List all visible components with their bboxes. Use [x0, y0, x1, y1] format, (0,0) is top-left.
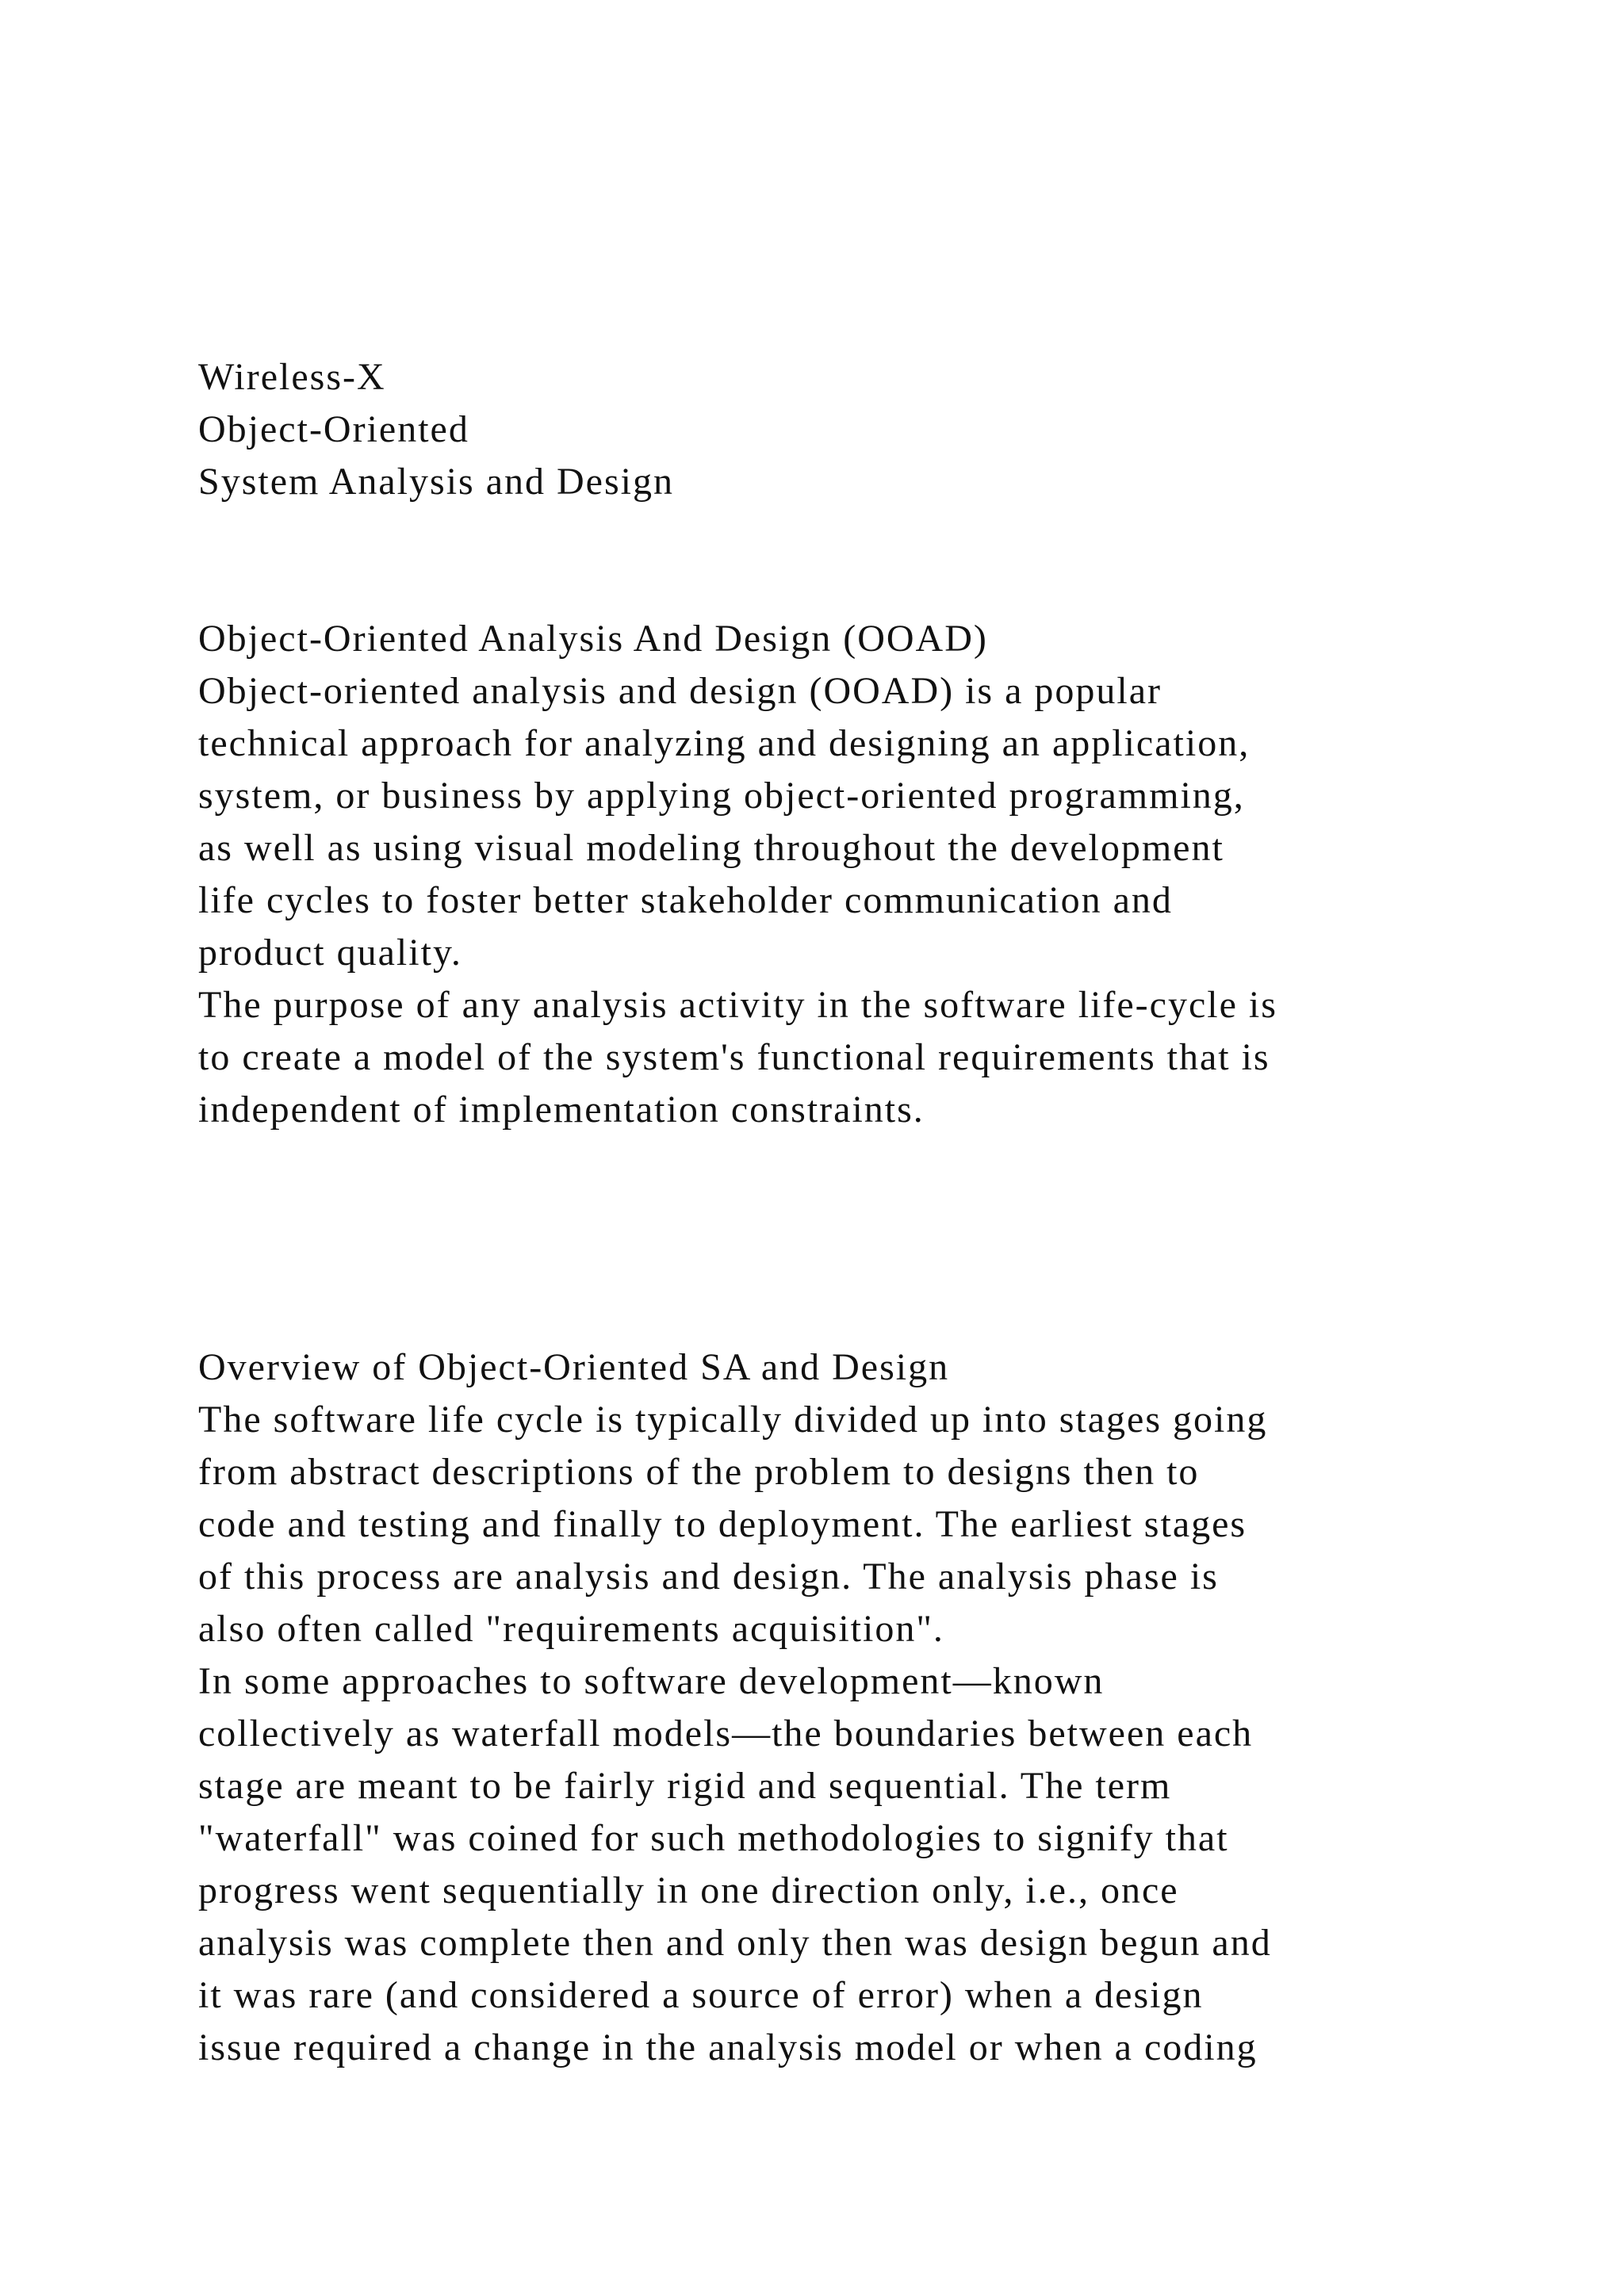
title-line-subject: Object-Oriented [198, 408, 469, 450]
ooad-paragraph1-line: life cycles to foster better stakeholder communication and [198, 879, 1173, 921]
overview-paragraph2-line: analysis was complete then and only then was design begun and [198, 1922, 1272, 1964]
ooad-paragraph1-line: system, or business by applying object-oriented programming, [198, 775, 1245, 817]
ooad-heading: Object-Oriented Analysis And Design (OOAD) [198, 618, 988, 660]
ooad-paragraph1-line: technical approach for analyzing and designing an application, [198, 722, 1251, 764]
ooad-section [198, 613, 1546, 1136]
overview-section [198, 1341, 1546, 2074]
ooad-paragraph1-line: Object-oriented analysis and design (OOAD) is a popular [198, 670, 1162, 712]
overview-paragraph2-line: In some approaches to software development—known [198, 1660, 1105, 1702]
ooad-paragraph2-line: independent of implementation constraints. [198, 1089, 925, 1131]
overview-paragraph2-line: "waterfall" was coined for such methodologies to signify that [198, 1817, 1229, 1859]
title-line-app: Wireless-X [198, 356, 386, 398]
overview-paragraph1-line: from abstract descriptions of the problem to designs then to [198, 1451, 1200, 1493]
ooad-paragraph2-line: to create a model of the system's functional requirements that is [198, 1036, 1270, 1078]
overview-paragraph1-line: The software life cycle is typically divided up into stages going [198, 1399, 1268, 1441]
ooad-paragraph2-line: The purpose of any analysis activity in the software life-cycle is [198, 984, 1277, 1026]
overview-paragraph1-line: of this process are analysis and design. The analysis phase is [198, 1556, 1219, 1598]
title-line-course: System Analysis and Design [198, 461, 674, 503]
ooad-paragraph1-line: as well as using visual modeling throughout the development [198, 827, 1224, 869]
overview-heading: Overview of Object-Oriented SA and Design [198, 1346, 950, 1388]
overview-paragraph2-line: collectively as waterfall models—the boundaries between each [198, 1712, 1254, 1755]
overview-paragraph2-line: it was rare (and considered a source of error) when a design [198, 1974, 1204, 2016]
overview-paragraph2-line: progress went sequentially in one direction only, i.e., once [198, 1869, 1179, 1911]
ooad-paragraph1-line: product quality. [198, 932, 462, 974]
overview-paragraph1-line: also often called "requirements acquisition". [198, 1608, 944, 1650]
title-block [198, 351, 1546, 508]
overview-paragraph1-line: code and testing and finally to deployment. The earliest stages [198, 1503, 1247, 1545]
overview-paragraph2-line: issue required a change in the analysis model or when a coding [198, 2026, 1258, 2068]
overview-paragraph2-line: stage are meant to be fairly rigid and sequential. The term [198, 1765, 1172, 1807]
